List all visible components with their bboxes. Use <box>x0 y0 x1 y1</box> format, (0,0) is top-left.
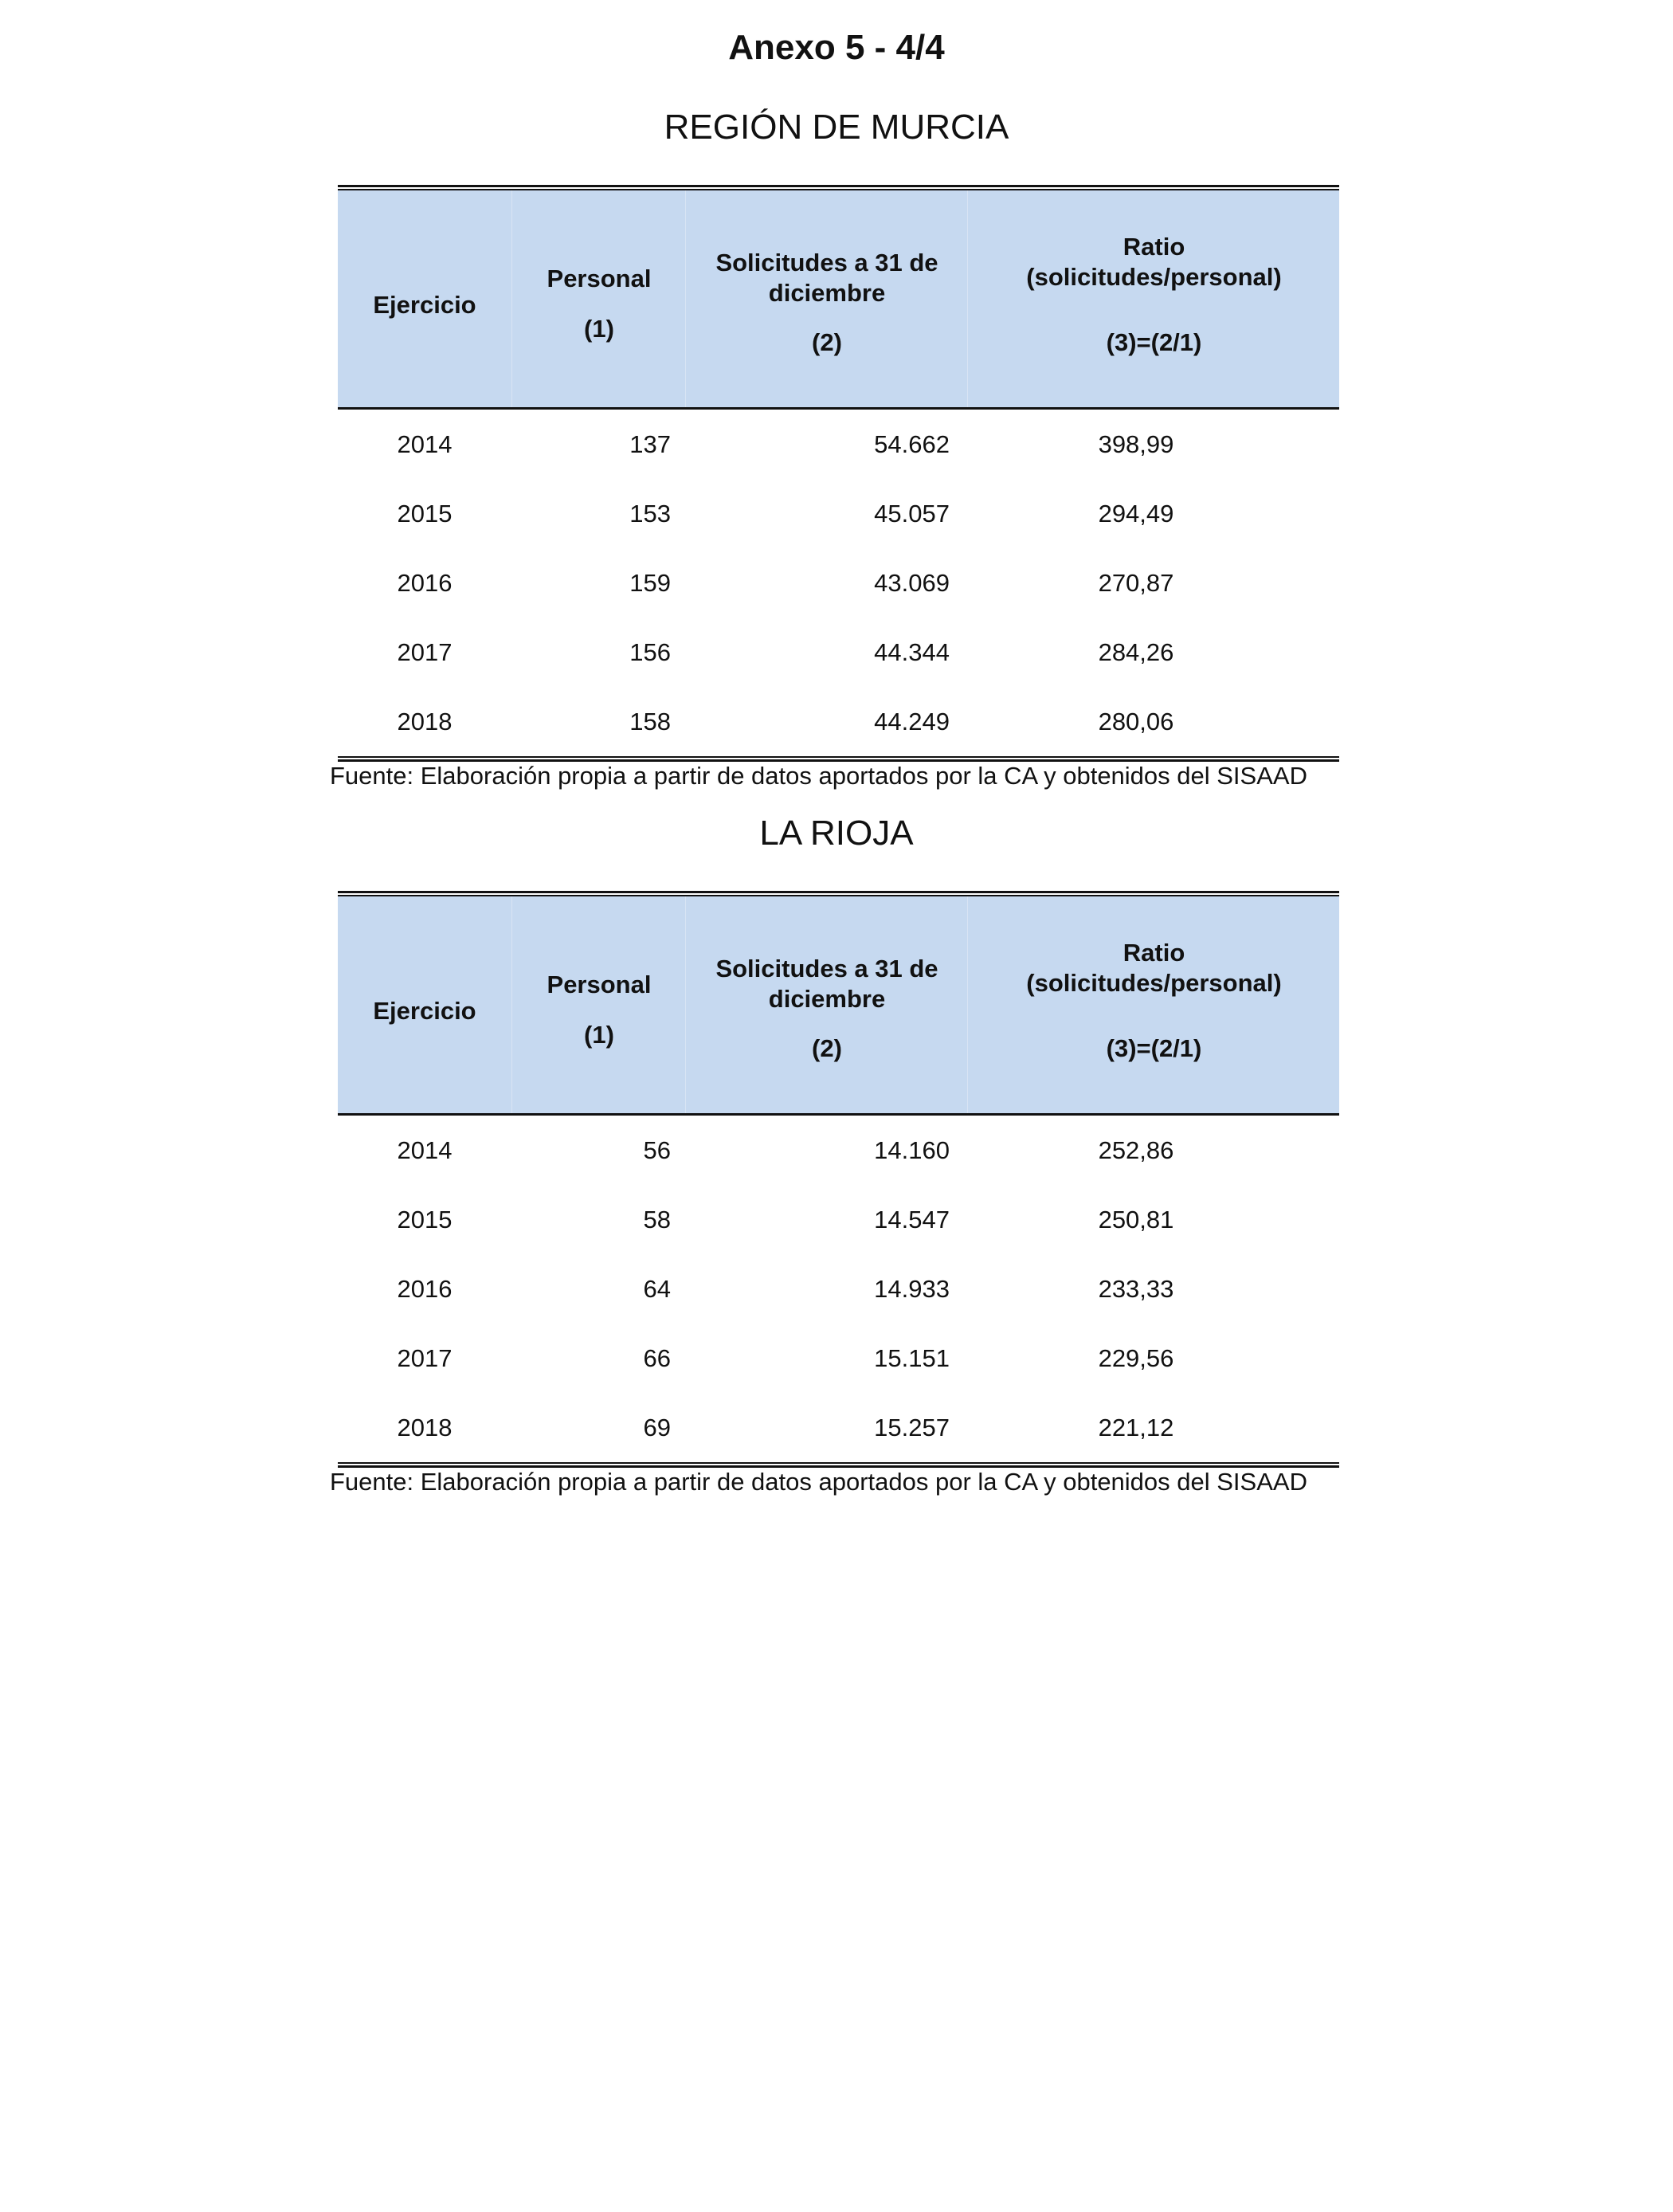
cell-year: 2017 <box>397 1344 453 1372</box>
header-solicitudes-line2: diciembre <box>768 279 886 307</box>
header-ejercicio-label: Ejercicio <box>373 291 476 319</box>
cell-solicitudes: 44.249 <box>874 708 950 735</box>
header-ratio-line1: Ratio <box>1123 939 1185 967</box>
cell-personal: 159 <box>629 569 671 597</box>
table-row <box>338 410 1339 479</box>
cell-year: 2018 <box>397 1414 453 1441</box>
cell-ratio: 252,86 <box>1098 1136 1174 1164</box>
header-ratio <box>967 896 1340 1113</box>
header-personal <box>511 896 686 1113</box>
header-personal <box>511 190 686 407</box>
cell-year: 2017 <box>397 638 453 666</box>
cell-solicitudes: 15.257 <box>874 1414 950 1441</box>
cell-ratio: 229,56 <box>1098 1344 1174 1372</box>
cell-personal: 158 <box>629 708 671 735</box>
header-ratio-line2: (solicitudes/personal) <box>1026 969 1282 997</box>
header-ejercicio <box>338 896 511 1113</box>
table-header <box>338 190 1339 410</box>
cell-year: 2015 <box>397 500 453 528</box>
cell-solicitudes: 44.344 <box>874 638 950 666</box>
cell-year: 2016 <box>397 1275 453 1303</box>
header-ejercicio-label: Ejercicio <box>373 997 476 1025</box>
cell-solicitudes: 14.160 <box>874 1136 950 1164</box>
table-row <box>338 1324 1339 1393</box>
header-solicitudes-num: (2) <box>812 328 842 356</box>
header-ratio-num: (3)=(2/1) <box>1106 1034 1202 1062</box>
table-row <box>338 618 1339 687</box>
murcia-table <box>338 185 1339 762</box>
cell-ratio: 280,06 <box>1098 708 1174 735</box>
table-row <box>338 479 1339 548</box>
cell-personal: 69 <box>643 1414 671 1441</box>
header-ratio-num: (3)=(2/1) <box>1106 328 1202 356</box>
header-personal-num: (1) <box>584 315 614 343</box>
rioja-title: LA RIOJA <box>759 814 914 853</box>
cell-solicitudes: 15.151 <box>874 1344 950 1372</box>
cell-personal: 153 <box>629 500 671 528</box>
header-personal-num: (1) <box>584 1021 614 1049</box>
header-solicitudes-line1: Solicitudes a 31 de <box>715 955 938 982</box>
table-top-rule <box>338 185 1339 190</box>
murcia-title: REGIÓN DE MURCIA <box>664 108 1009 147</box>
cell-ratio: 398,99 <box>1098 430 1174 458</box>
cell-ratio: 221,12 <box>1098 1414 1174 1441</box>
cell-year: 2018 <box>397 708 453 735</box>
header-personal-label: Personal <box>547 265 652 292</box>
table-header <box>338 896 1339 1116</box>
rioja-table <box>338 891 1339 1468</box>
header-solicitudes-line1: Solicitudes a 31 de <box>715 249 938 276</box>
cell-personal: 156 <box>629 638 671 666</box>
cell-personal: 137 <box>629 430 671 458</box>
cell-year: 2014 <box>397 1136 453 1164</box>
table-body <box>338 1116 1339 1462</box>
table-row <box>338 1254 1339 1324</box>
cell-solicitudes: 14.933 <box>874 1275 950 1303</box>
cell-year: 2014 <box>397 430 453 458</box>
cell-ratio: 284,26 <box>1098 638 1174 666</box>
header-ratio-line2: (solicitudes/personal) <box>1026 263 1282 291</box>
rioja-source-note: Fuente: Elaboración propia a partir de datos aportados por la CA y obtenidos del SISAAD <box>330 1468 1307 1496</box>
cell-ratio: 294,49 <box>1098 500 1174 528</box>
header-solicitudes-line2: diciembre <box>768 985 886 1013</box>
table-row <box>338 1393 1339 1462</box>
cell-personal: 56 <box>643 1136 671 1164</box>
header-ejercicio <box>338 190 511 407</box>
cell-personal: 66 <box>643 1344 671 1372</box>
table-row <box>338 687 1339 756</box>
header-solicitudes <box>685 896 968 1113</box>
header-ratio <box>967 190 1340 407</box>
cell-personal: 58 <box>643 1206 671 1233</box>
cell-year: 2015 <box>397 1206 453 1233</box>
header-ratio-line1: Ratio <box>1123 233 1185 261</box>
cell-year: 2016 <box>397 569 453 597</box>
cell-ratio: 270,87 <box>1098 569 1174 597</box>
murcia-source-note: Fuente: Elaboración propia a partir de datos aportados por la CA y obtenidos del SISAAD <box>330 762 1307 790</box>
cell-ratio: 233,33 <box>1098 1275 1174 1303</box>
header-solicitudes <box>685 190 968 407</box>
cell-solicitudes: 45.057 <box>874 500 950 528</box>
cell-solicitudes: 54.662 <box>874 430 950 458</box>
table-row <box>338 1116 1339 1185</box>
table-top-rule <box>338 891 1339 896</box>
table-row <box>338 548 1339 618</box>
header-personal-label: Personal <box>547 971 652 998</box>
table-body <box>338 410 1339 756</box>
cell-solicitudes: 14.547 <box>874 1206 950 1233</box>
cell-personal: 64 <box>643 1275 671 1303</box>
cell-solicitudes: 43.069 <box>874 569 950 597</box>
table-row <box>338 1185 1339 1254</box>
cell-ratio: 250,81 <box>1098 1206 1174 1233</box>
page-title: Anexo 5 - 4/4 <box>728 28 945 67</box>
header-solicitudes-num: (2) <box>812 1034 842 1062</box>
